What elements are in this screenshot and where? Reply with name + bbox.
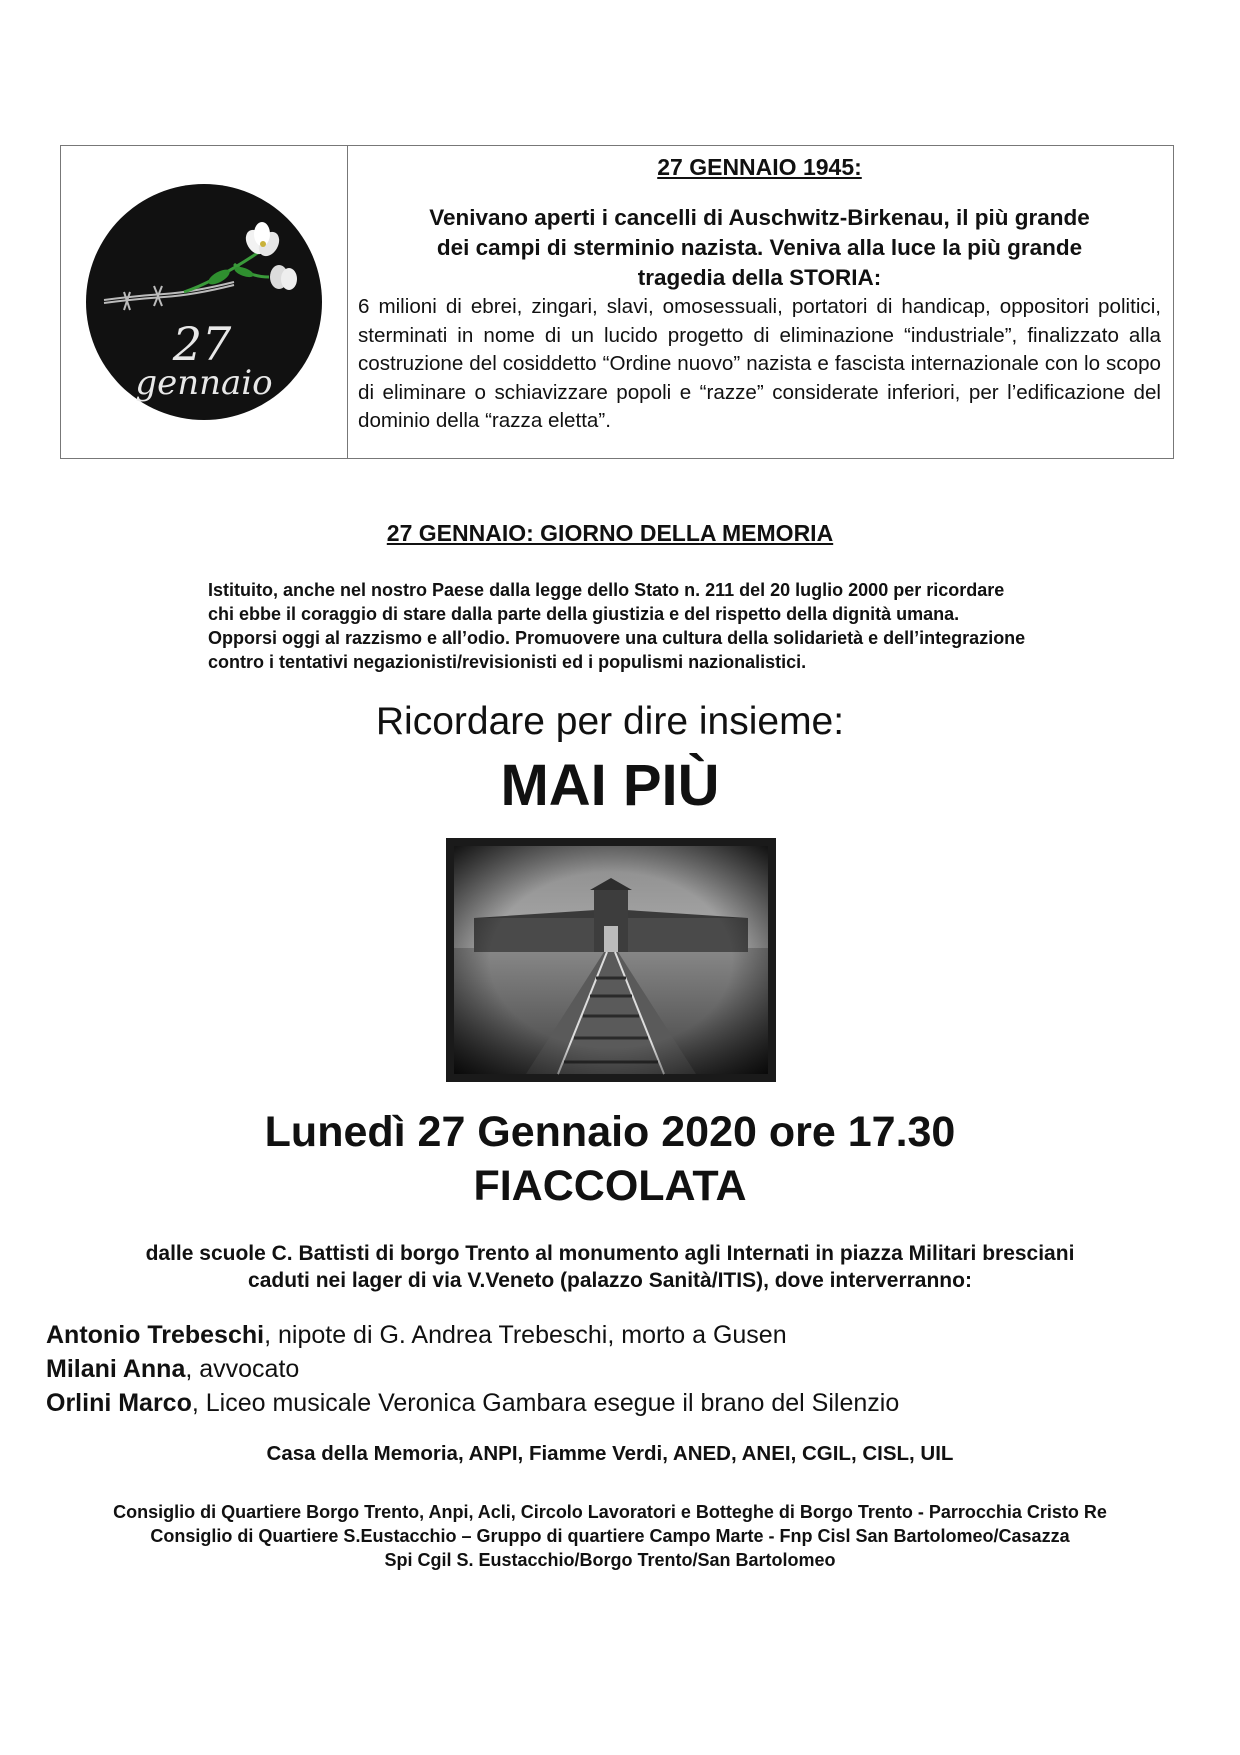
committee-line: Consiglio di Quartiere Borgo Trento, Anpi, Acli, Circolo Lavoratori e Botteghe di Borgo Trento - Parrocchia Cristo Re [113, 1502, 1107, 1522]
logo-cell [61, 146, 348, 458]
committees [0, 1500, 1220, 1572]
slogan-headline: MAI PIÙ [500, 753, 720, 818]
history-body: 6 milioni di ebrei, zingari, slavi, omosessuali, portatori di handicap, oppositori politici, sterminati in nome di un lucido progetto di eliminazione “industriale”, finalizzato alla costruzione del cosiddetto “Ordine nuovo” nazista e fascista internazionale con lo scopo di eliminare o schiavizzare popoli e “razze” considerate inferiori, per l’edificazione del dominio della “razza eletta”. [358, 295, 1161, 432]
speaker-role: , Liceo musicale Veronica Gambara esegue il brano del Silenzio [191, 1389, 900, 1417]
logo-number: 27 [172, 317, 232, 371]
event-name: FIACCOLATA [473, 1162, 747, 1210]
committee-line: Spi Cgil S. Eustacchio/Borgo Trento/San Bartolomeo [384, 1550, 836, 1570]
history-box [60, 145, 1174, 459]
event-date-time: Lunedì 27 Gennaio 2020 ore 17.30 [264, 1108, 956, 1156]
logo-word: gennaio [135, 363, 273, 403]
history-lead-line: tragedia della STORIA: [637, 265, 882, 290]
speaker-role: , avvocato [185, 1355, 300, 1383]
history-text [348, 146, 1173, 458]
committee-line: Consiglio di Quartiere S.Eustacchio – Gruppo di quartiere Campo Marte - Fnp Cisl San Bartolomeo/Casazza [150, 1526, 1070, 1546]
memoria-line: Istituito, anche nel nostro Paese dalla legge dello Stato n. 211 del 20 luglio 2000 per ricordare [208, 580, 1005, 600]
27-gennaio-logo [84, 182, 324, 422]
speaker-item [46, 1318, 1196, 1352]
speaker-item [46, 1386, 1196, 1420]
memoria-body [208, 578, 1128, 674]
speakers-list [46, 1318, 1196, 1420]
memoria-line: Opporsi oggi al razzismo e all’odio. Promuovere una cultura della solidarietà e dell’integrazione [208, 628, 1026, 648]
speaker-item [46, 1352, 1196, 1386]
memoria-line: contro i tentativi negazionisti/revisionisti ed i populismi nazionalistici. [208, 652, 807, 672]
history-lead-line: dei campi di sterminio nazista. Veniva alla luce la più grande [436, 235, 1083, 260]
event-route [0, 1240, 1220, 1294]
speaker-name: Orlini Marco [46, 1389, 192, 1417]
organizers: Casa della Memoria, ANPI, Fiamme Verdi, ANED, ANEI, CGIL, CISL, UIL [266, 1442, 954, 1465]
speaker-name: Milani Anna [46, 1355, 186, 1383]
speaker-name: Antonio Trebeschi [46, 1321, 265, 1349]
auschwitz-railway-photo [446, 838, 776, 1082]
history-title: 27 GENNAIO 1945: [657, 154, 862, 180]
memoria-line: chi ebbe il coraggio di stare dalla parte della giustizia e del rispetto della dignità umana. [208, 604, 960, 624]
route-line: dalle scuole C. Battisti di borgo Trento al monumento agli Internati in piazza Militari bresciani [145, 1242, 1075, 1265]
route-line: caduti nei lager di via V.Veneto (palazzo Sanità/ITIS), dove interverranno: [248, 1269, 972, 1292]
history-lead-line: Venivano aperti i cancelli di Auschwitz-Birkenau, il più grande [429, 205, 1090, 230]
slogan-intro: Ricordare per dire insieme: [375, 700, 845, 743]
memoria-title: 27 GENNAIO: GIORNO DELLA MEMORIA [386, 520, 834, 546]
speaker-role: , nipote di G. Andrea Trebeschi, morto a Gusen [264, 1321, 787, 1349]
